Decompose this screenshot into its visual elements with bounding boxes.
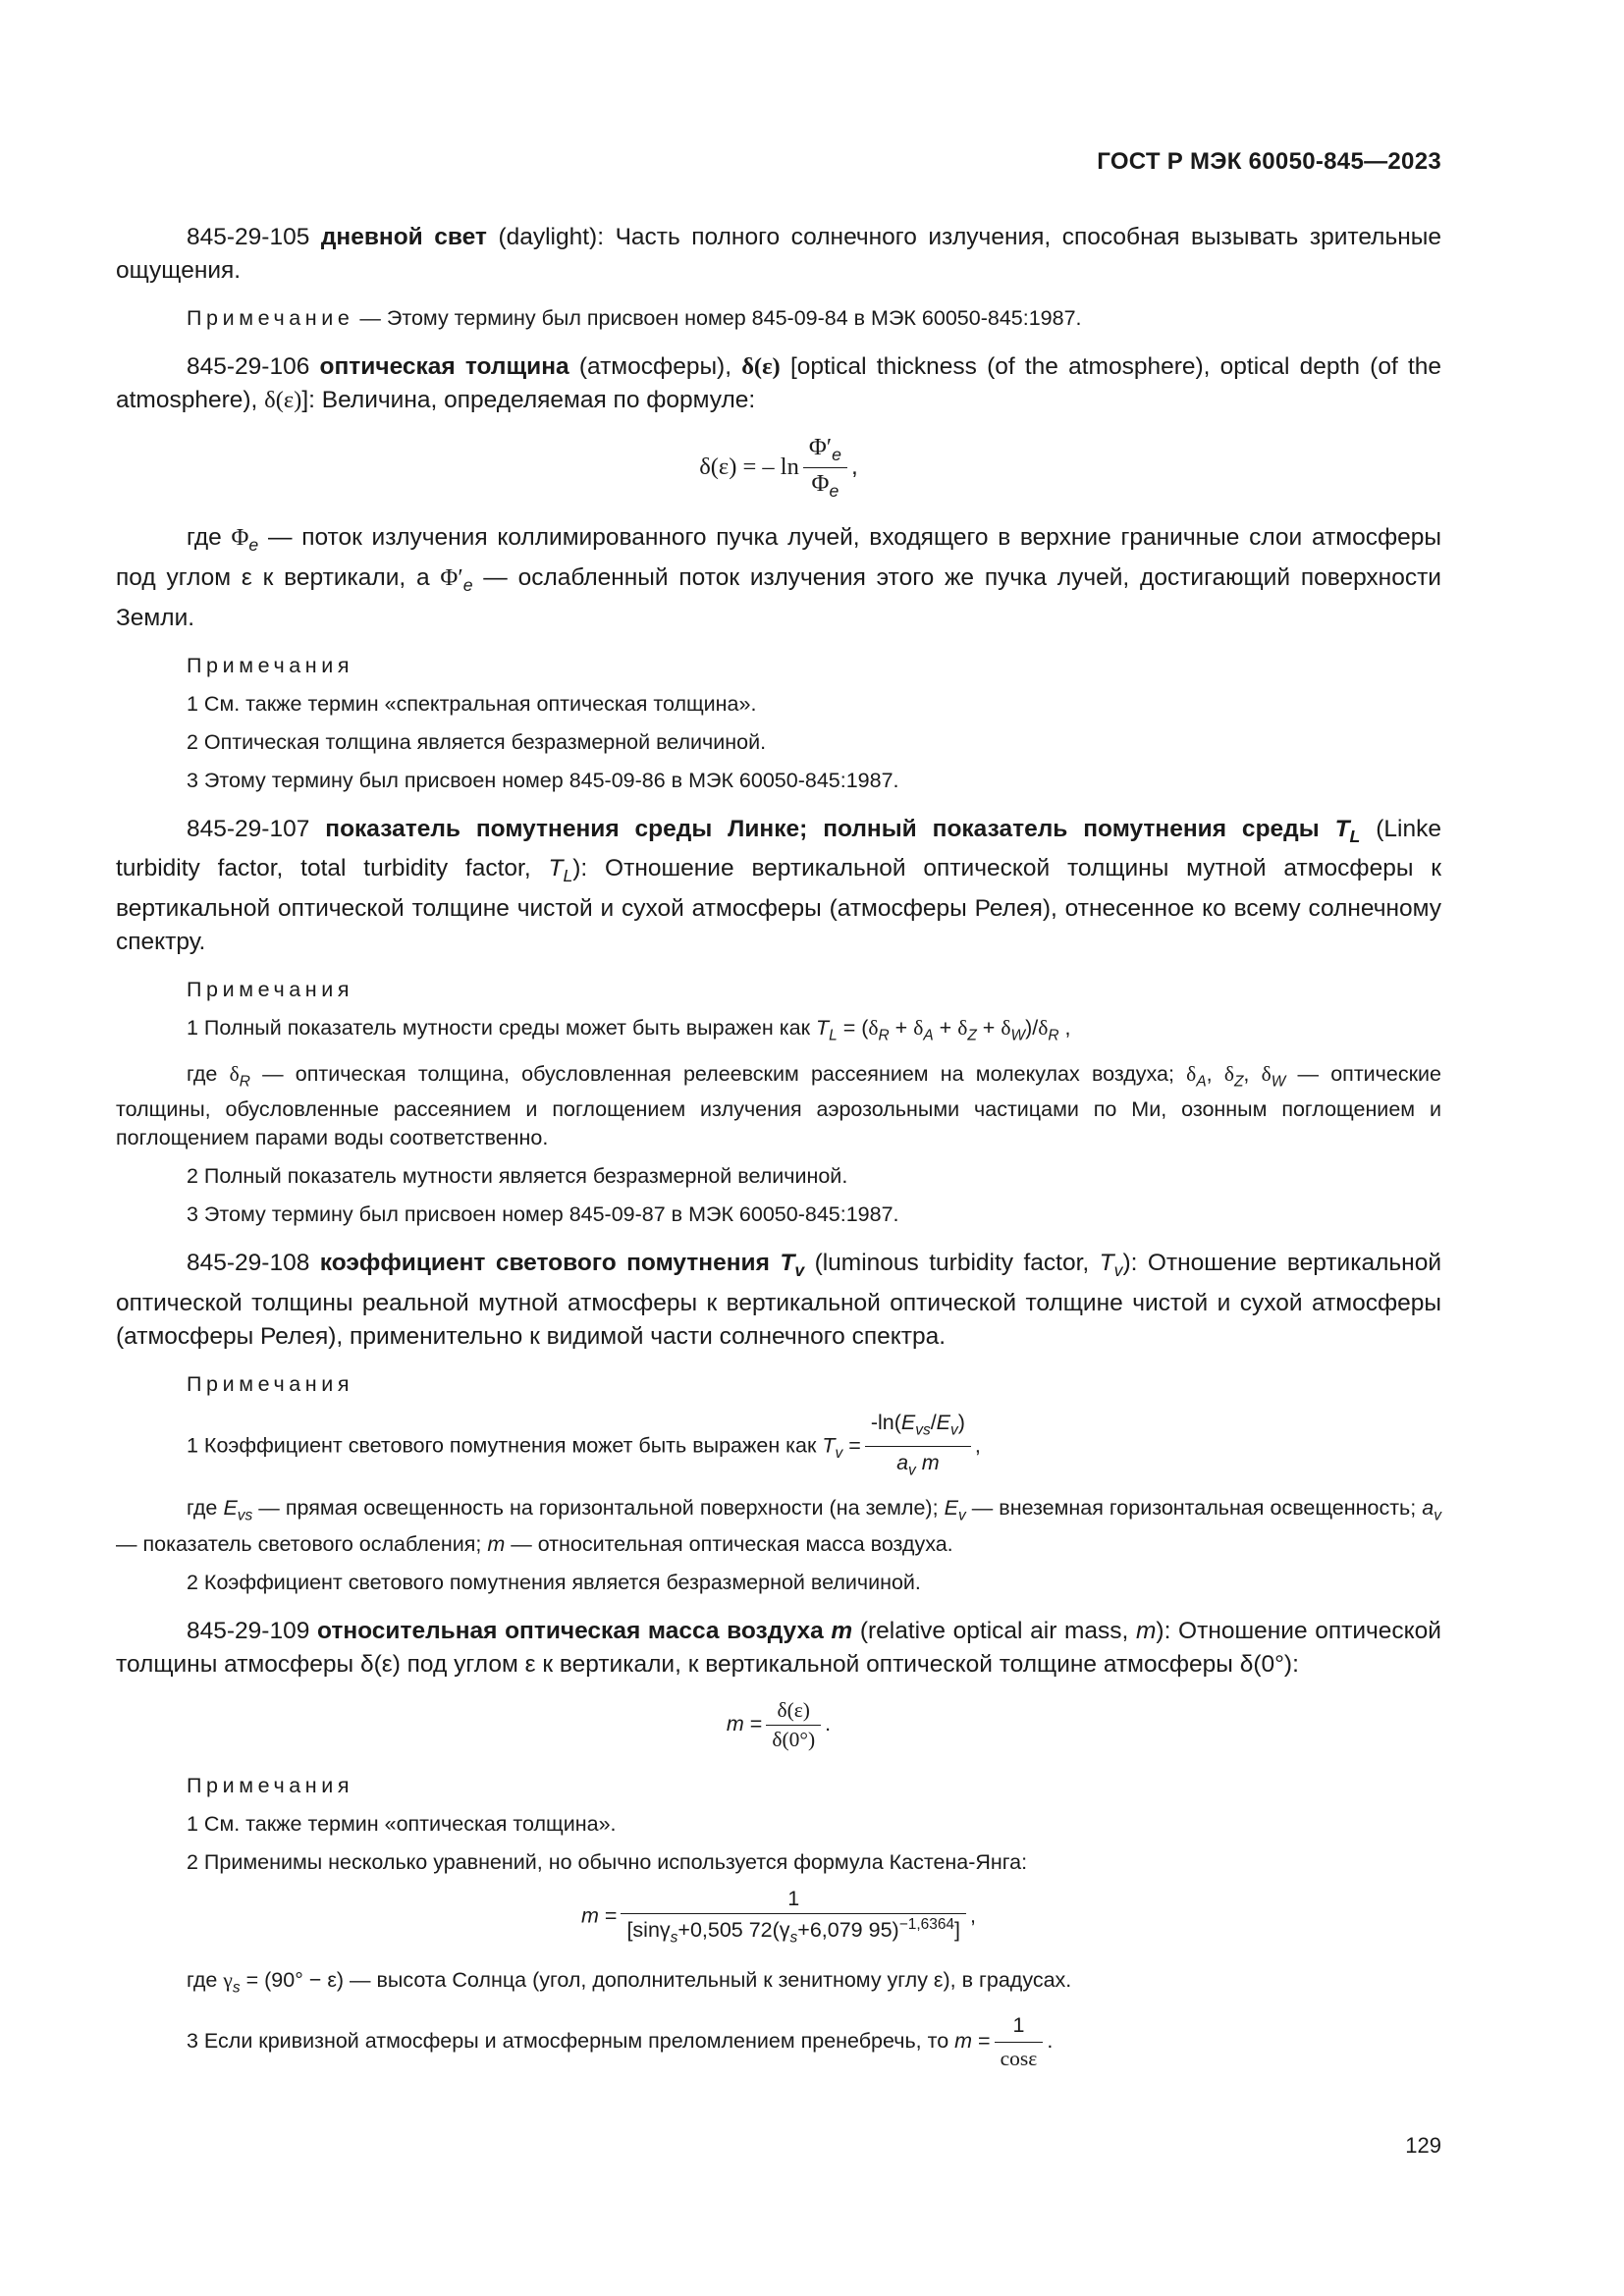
formula-lhs: δ(ε) = – ln: [699, 453, 799, 480]
sub-vs: vs: [915, 1421, 931, 1439]
sub-s: s: [232, 1979, 241, 1997]
term-symbol-inline: δ(ε): [264, 387, 302, 413]
term-definition: ]: Величина, определяемая по формуле:: [301, 387, 756, 413]
sub-v: v: [1113, 1259, 1123, 1280]
m: m: [580, 1903, 599, 1928]
notes-label-845-29-109: [116, 1772, 1441, 1800]
E: E: [900, 1410, 916, 1434]
where-word: где: [187, 1496, 218, 1521]
comma: ,: [1243, 1061, 1262, 1086]
sub-v: v: [950, 1421, 958, 1439]
frac-num: 1: [995, 2011, 1044, 2043]
term-english: (daylight):: [498, 224, 605, 250]
eq-sign: = (: [837, 1016, 869, 1041]
m: m: [487, 1531, 506, 1556]
term-845-29-107: [116, 813, 1441, 960]
sub-e: e: [829, 480, 839, 501]
m: m: [726, 1711, 744, 1735]
term-english: (relative optical air mass,: [859, 1617, 1129, 1644]
term-title: дневной свет: [320, 224, 487, 250]
delta: δ: [229, 1061, 240, 1086]
den-part-b: +0,505 72(γ: [677, 1917, 790, 1942]
sub-vs: vs: [237, 1507, 253, 1524]
document-body: [116, 221, 1441, 2083]
sub-Z: Z: [967, 1027, 977, 1044]
sub-e: e: [462, 574, 473, 595]
frac-den: Φ: [811, 469, 830, 497]
delta: δ: [868, 1016, 879, 1041]
div: )/: [1025, 1016, 1039, 1041]
slash: /: [930, 1410, 937, 1434]
note-text: 1 Полный показатель мутности среды может быть выражен как: [187, 1016, 810, 1041]
notes-label-845-29-106: [116, 652, 1441, 680]
symbol-T: T: [815, 1016, 830, 1041]
symbol-m: m: [831, 1617, 853, 1644]
sub-v: v: [957, 1507, 966, 1524]
m: m: [954, 2029, 973, 2054]
sub-v: v: [835, 1444, 843, 1462]
sub-R: R: [878, 1027, 890, 1044]
note-2-845-29-107: 2 Полный показатель мутности является безразмерной величиной.: [187, 1163, 848, 1188]
where-word: где: [187, 523, 222, 551]
note-2-845-29-106: 2 Оптическая толщина является безразмерной величиной.: [187, 729, 767, 754]
delta: δ: [1186, 1061, 1197, 1086]
sub-s: s: [789, 1929, 798, 1947]
symbol-m: m: [1136, 1617, 1157, 1644]
sub-A: A: [1196, 1072, 1207, 1090]
E: E: [936, 1410, 951, 1434]
where-845-29-106: [116, 521, 1441, 635]
symbol-T: T: [780, 1249, 795, 1276]
where-text-3: — показатель светового ослабления;: [116, 1531, 482, 1556]
sub-e: e: [832, 444, 841, 464]
formula-air-mass: [116, 1698, 1441, 1752]
where-text-2: — ослабленный поток излучения этого же пучка лучей, достигающий поверхности Земли.: [116, 563, 1441, 631]
frac-num: δ(ε): [766, 1698, 821, 1726]
eq-sign: =: [598, 1903, 618, 1928]
dash: —: [353, 306, 387, 330]
delta: δ: [1261, 1061, 1272, 1086]
where-text-1: — оптическая толщина, обусловленная релеевским рассеянием на молекулах воздуха;: [262, 1061, 1174, 1086]
sub-e: e: [248, 534, 259, 555]
frac-den: cosε: [1000, 2047, 1038, 2071]
comma: ,: [1206, 1061, 1224, 1086]
term-number: 845-29-109: [187, 1617, 310, 1644]
note-text: Этому термину был присвоен номер 845-09-84 в МЭК 60050-845:1987.: [386, 306, 1082, 330]
formula-fraction: [995, 2011, 1044, 2073]
term-title: коэффициент светового помутнения: [319, 1249, 770, 1276]
frac-num: Φ′: [808, 434, 833, 460]
formula-fraction: [621, 1887, 966, 1947]
a: a: [1422, 1496, 1435, 1521]
where-845-29-109: [116, 1966, 1441, 2002]
formula-comma: ,: [850, 453, 858, 480]
where-text-1: — поток излучения коллимированного пучка лучей, входящего в верхние граничные слои атмосферы под углом ε к вертикали, а: [116, 523, 1442, 591]
frac-den: δ(0°): [772, 1727, 816, 1751]
formula-optical-thickness: [116, 434, 1441, 502]
symbol-T: T: [548, 855, 564, 882]
term-number: 845-29-107: [187, 815, 310, 842]
where-845-29-107: [116, 1060, 1441, 1152]
sub-v: v: [908, 1462, 916, 1479]
phi-symbol: Φ: [231, 523, 249, 551]
term-english: [optical thickness (of the atmosphere), optical depth (of the atmosphere),: [116, 353, 1442, 413]
term-definition: ): Отношение оптической толщины атмосферы δ(ε) под углом ε к вертикали, к вертикальной оптической толщине атмосферы δ(0°):: [116, 1617, 1441, 1678]
m: m: [921, 1451, 940, 1475]
term-definition: Часть полного солнечного излучения, способная вызывать зрительные ощущения.: [116, 224, 1441, 284]
notes-label: Примечания: [187, 1371, 354, 1396]
where-word: где: [187, 1061, 218, 1086]
where-text-1: — прямая освещенность на горизонтальной поверхности (на земле);: [258, 1496, 939, 1521]
where-text-2: — внеземная горизонтальная освещенность;: [971, 1496, 1417, 1521]
sub-L: L: [829, 1027, 838, 1044]
term-title: показатель помутнения среды Линке; полный показатель помутнения среды: [325, 815, 1320, 842]
note-2-845-29-109: 2 Применимы несколько уравнений, но обычно используется формула Кастена-Янга:: [187, 1849, 1028, 1874]
eq-sign: =: [842, 1433, 861, 1458]
frac-num: 1: [621, 1887, 966, 1914]
notes-label-845-29-107: [116, 976, 1441, 1004]
delta: δ: [957, 1016, 968, 1041]
where-845-29-108: [116, 1494, 1441, 1558]
gamma: γ: [223, 1968, 233, 1993]
where-word: где: [187, 1968, 218, 1993]
term-english: (luminous turbidity factor,: [814, 1249, 1090, 1276]
term-title: относительная оптическая масса воздуха: [316, 1617, 824, 1644]
note-label: Примечание: [187, 306, 354, 330]
note-3-845-29-107: 3 Этому термину был присвоен номер 845-09-87 в МЭК 60050-845:1987.: [187, 1201, 899, 1226]
term-number: 845-29-106: [187, 353, 310, 380]
delta: δ: [1001, 1016, 1011, 1041]
eq-sign: =: [972, 2029, 991, 2054]
notes-label: Примечания: [187, 653, 354, 677]
sub-v: v: [794, 1259, 805, 1280]
phi-prime-symbol: Φ′: [440, 563, 463, 591]
sub-L: L: [563, 866, 573, 886]
symbol-T: T: [1099, 1249, 1114, 1276]
a: a: [896, 1451, 909, 1475]
note-text: 3 Если кривизной атмосферы и атмосферным преломлением пренебречь, то: [187, 2029, 949, 2054]
ln: -ln(: [870, 1410, 901, 1434]
term-number: 845-29-105: [187, 224, 310, 250]
comma: ,: [974, 1433, 981, 1458]
note-845-29-105: [116, 304, 1441, 333]
delta: δ: [913, 1016, 924, 1041]
period: .: [1047, 2029, 1054, 2054]
den-part-c: +6,079 95): [797, 1917, 899, 1942]
note-3-845-29-106: 3 Этому термину был присвоен номер 845-09-86 в МЭК 60050-845:1987.: [187, 768, 899, 792]
term-number: 845-29-108: [187, 1249, 310, 1276]
where-text-4: — относительная оптическая масса воздуха.: [511, 1531, 953, 1556]
sub-A: A: [923, 1027, 934, 1044]
formula-fraction: [766, 1698, 821, 1752]
den-part-a: [sinγ: [626, 1917, 671, 1942]
page-number: 129: [1405, 2133, 1441, 2158]
note-text: 1 Коэффициент светового помутнения может быть выражен как: [187, 1433, 817, 1458]
where-text-2: — оптические толщины, обусловленные рассеянием и поглощением излучения аэрозольными частицами по Ми, озонным поглощением и поглощением парами воды соответственно.: [116, 1061, 1441, 1149]
term-symbol: δ(ε): [741, 353, 781, 380]
term-845-29-109: [116, 1615, 1441, 1682]
symbol-T: T: [822, 1433, 836, 1458]
delta: δ: [1223, 1061, 1234, 1086]
term-english: (Linke turbidity factor, total turbidity factor,: [116, 815, 1441, 882]
comma: ,: [970, 1903, 977, 1928]
note-1-845-29-107: [116, 1014, 1441, 1049]
symbol-T: T: [1334, 815, 1350, 842]
formula-kasten-young: [116, 1887, 1441, 1947]
exponent: −1,6364: [898, 1915, 955, 1933]
plus: +: [889, 1016, 914, 1041]
sub-v: v: [1434, 1507, 1441, 1524]
term-845-29-106: [116, 350, 1441, 417]
E: E: [944, 1496, 958, 1521]
plus: +: [976, 1016, 1001, 1041]
period: .: [825, 1711, 832, 1735]
note-3-845-29-109: [116, 2011, 1441, 2073]
sub-R: R: [239, 1072, 250, 1090]
sub-L: L: [1349, 826, 1361, 846]
term-definition: ): Отношение вертикальной оптической толщины мутной атмосферы к вертикальной оптической толщине чистой и сухой атмосферы (атмосферы Релея), отнесенное ко всему солнечному спектру.: [116, 855, 1441, 956]
term-845-29-108: [116, 1247, 1441, 1354]
note-1-845-29-106: 1 См. также термин «спектральная оптическая толщина».: [187, 691, 757, 716]
where-text: = (90° − ε) — высота Солнца (угол, дополнительный к зенитному углу ε), в градусах.: [245, 1968, 1072, 1993]
note-1-845-29-108: [116, 1409, 1441, 1485]
notes-label: Примечания: [187, 1773, 354, 1797]
eq-sign: =: [743, 1711, 763, 1735]
E: E: [223, 1496, 238, 1521]
note-2-845-29-108: 2 Коэффициент светового помутнения является безразмерной величиной.: [187, 1570, 921, 1594]
plus: +: [933, 1016, 958, 1041]
term-845-29-105: [116, 221, 1441, 288]
notes-label-845-29-108: [116, 1370, 1441, 1399]
formula-luminous-turbidity: [865, 1409, 971, 1485]
document-header: ГОСТ Р МЭК 60050-845—2023: [1097, 148, 1441, 175]
notes-label: Примечания: [187, 978, 354, 1002]
term-definition: ): Отношение вертикальной оптической толщины реальной мутной атмосферы к вертикальной оптической толщине чистой и сухой атмосферы (атмосферы Релея), применительно к видимой части солнечного спектра.: [116, 1249, 1442, 1350]
paren: ): [957, 1410, 965, 1434]
sub-W: W: [1010, 1027, 1026, 1044]
term-title: оптическая толщина: [319, 353, 569, 380]
delta: δ: [1038, 1016, 1049, 1041]
term-qualifier: (атмосферы),: [578, 353, 732, 380]
sub-W: W: [1271, 1072, 1286, 1090]
den-part-d: ]: [954, 1917, 961, 1942]
comma: ,: [1058, 1016, 1071, 1041]
formula-fraction: [803, 434, 847, 502]
sub-s: s: [670, 1929, 678, 1947]
sub-Z: Z: [1233, 1072, 1244, 1090]
sub-R: R: [1048, 1027, 1059, 1044]
note-1-845-29-109: 1 См. также термин «оптическая толщина».: [187, 1811, 617, 1836]
